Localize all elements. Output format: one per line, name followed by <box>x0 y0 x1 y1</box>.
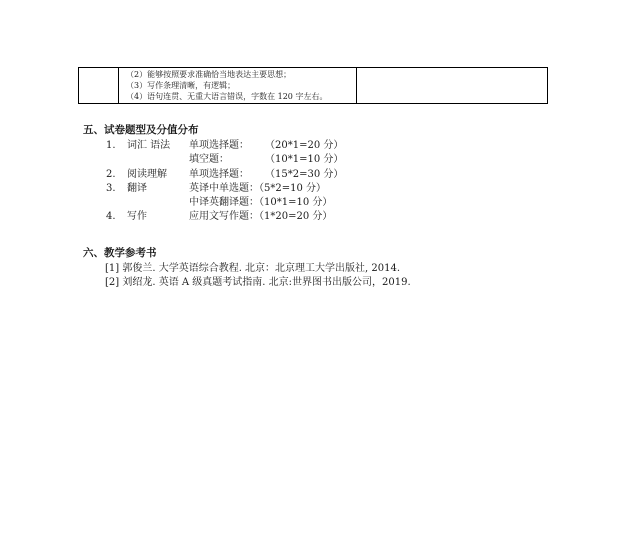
row-points: （20*1=20 分） <box>265 140 344 151</box>
section-heading-exam-structure: 五、试卷题型及分值分布 <box>83 124 199 136</box>
requirements-table <box>78 67 548 104</box>
row-question-type: 单项选择题： <box>189 140 249 151</box>
row-number: 3. <box>106 183 116 194</box>
row-category: 阅读理解 <box>127 169 167 180</box>
table-cell-requirements <box>119 68 357 103</box>
row-number: 2. <box>106 169 116 180</box>
row-category: 写作 <box>127 211 147 222</box>
row-points: （15*2=30 分） <box>265 169 344 180</box>
row-category: 翻译 <box>127 183 147 194</box>
row-question-type: 中译英翻译题：（10*1=10 分） <box>189 197 333 208</box>
table-cell-empty <box>357 68 547 103</box>
row-number: 4. <box>106 211 116 222</box>
reference-item: [1] 郭俊兰. 大学英语综合教程. 北京：北京理工大学出版社, 2014. <box>105 263 401 274</box>
row-question-type: 单项选择题： <box>189 169 249 180</box>
row-question-type: 应用文写作题：（1*20=20 分） <box>189 211 333 222</box>
requirement-line: （4）语句连贯、无重大语言错误，字数在 120 字左右。 <box>126 92 328 101</box>
row-number: 1. <box>106 140 116 151</box>
reference-item: [2] 刘绍龙. 英语 A 级真题考试指南. 北京:世界图书出版公司，2019. <box>105 277 411 288</box>
row-category: 词汇 语法 <box>127 140 171 151</box>
row-points: （10*1=10 分） <box>265 154 344 165</box>
requirement-line: （3）写作条理清晰，有逻辑； <box>126 81 236 90</box>
row-question-type: 英译中单选题：（5*2=10 分） <box>189 183 327 194</box>
table-cell-label <box>79 68 119 103</box>
requirement-line: （2）能够按照要求准确恰当地表达主要思想； <box>126 70 292 79</box>
section-heading-references: 六、教学参考书 <box>83 247 157 259</box>
row-question-type: 填空题： <box>189 154 229 165</box>
